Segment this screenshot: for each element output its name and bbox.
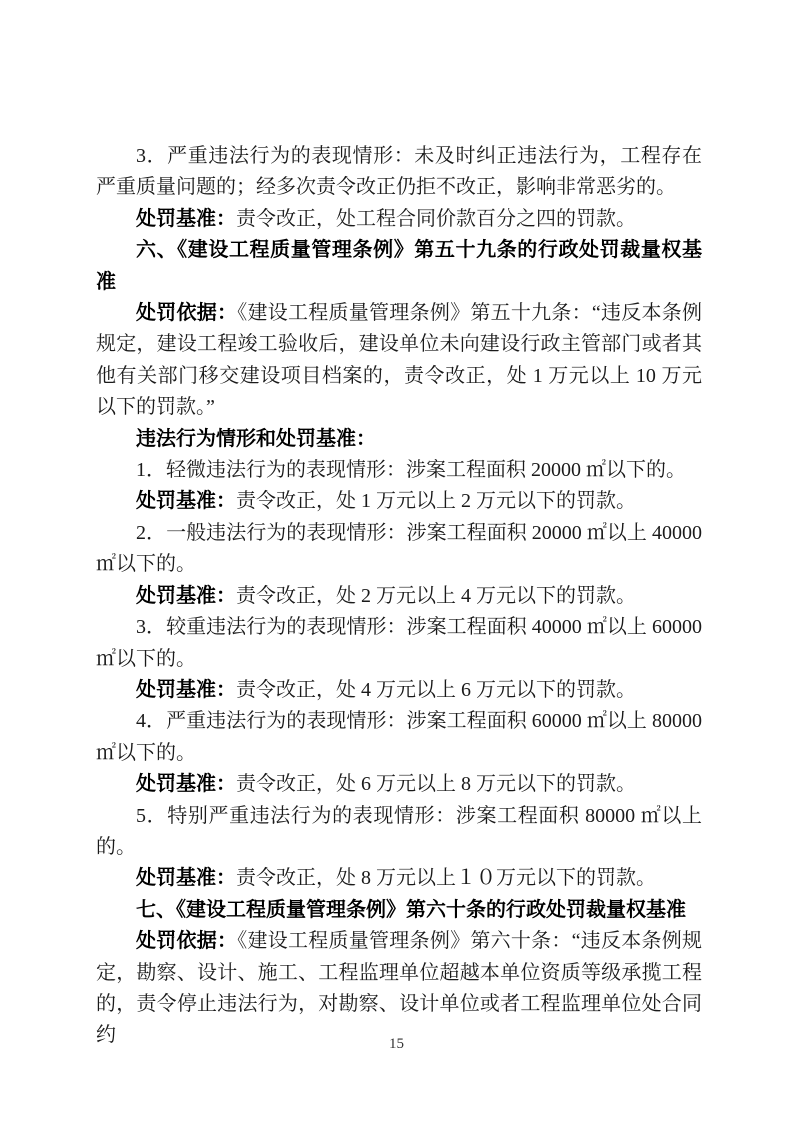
paragraph-text: 六、《建设工程质量管理条例》第五十九条的行政处罚裁量权基准 (96, 239, 702, 293)
paragraph-text: 《建设工程质量管理条例》第六十条：“违反本条例规定，勘察、设计、施工、工程监理单位超越本单位资质等级承揽工程的，责令停止违法行为，对勘察、设计单位或者工程监理单位处合同约 (96, 930, 702, 1047)
section-heading (96, 424, 702, 455)
section-heading (96, 235, 702, 298)
paragraph-text: 责令改正，处 1 万元以上 2 万元以下的罚款。 (236, 490, 636, 513)
paragraph (96, 612, 702, 675)
paragraph (96, 298, 702, 424)
paragraph-text: 4．严重违法行为的表现情形：涉案工程面积 60000 ㎡以上 80000 ㎡以下的。 (96, 710, 702, 764)
section-heading (96, 895, 702, 926)
paragraph-text: 《建设工程质量管理条例》第五十九条：“违反本条例规定，建设工程竣工验收后，建设单位未向建设行政主管部门或者其他有关部门移交建设项目档案的，责令改正，处 1 万元以上 10 万元以下的罚款。” (96, 302, 702, 419)
paragraph (96, 486, 702, 517)
paragraph-text: 责令改正，处 2 万元以上 4 万元以下的罚款。 (236, 584, 636, 607)
paragraph (96, 581, 702, 612)
page-footer (0, 1036, 793, 1053)
paragraph-lead: 处罚基准： (136, 207, 236, 230)
paragraph (96, 675, 702, 706)
paragraph-lead: 处罚依据： (136, 930, 238, 953)
paragraph (96, 141, 702, 204)
paragraph-text: 七、《建设工程质量管理条例》第六十条的行政处罚裁量权基准 (136, 898, 686, 921)
paragraph-text: 责令改正，处 6 万元以上 8 万元以下的罚款。 (236, 773, 636, 796)
paragraph-lead: 处罚基准： (136, 867, 236, 890)
paragraph (96, 518, 702, 581)
paragraph-lead: 处罚基准： (136, 490, 236, 513)
paragraph-text: 责令改正，处工程合同价款百分之四的罚款。 (236, 207, 636, 230)
paragraph-text: 责令改正，处 8 万元以上１０万元以下的罚款。 (236, 867, 656, 890)
paragraph-text: 2．一般违法行为的表现情形：涉案工程面积 20000 ㎡以上 40000 ㎡以下的。 (96, 521, 702, 576)
paragraph (96, 455, 702, 486)
paragraph-text: 1．轻微违法行为的表现情形：涉案工程面积 20000 ㎡以下的。 (136, 459, 686, 482)
paragraph (96, 801, 702, 864)
paragraph-lead: 处罚基准： (136, 584, 236, 607)
paragraph-text: 3．严重违法行为的表现情形：未及时纠正违法行为，工程存在严重质量问题的；经多次责令改正仍拒不改正，影响非常恶劣的。 (96, 145, 702, 199)
paragraph-text: 违法行为情形和处罚基准： (136, 427, 376, 450)
paragraph (96, 706, 702, 769)
paragraph (96, 769, 702, 800)
paragraph-lead: 处罚基准： (136, 678, 236, 701)
paragraph-text: 3．较重违法行为的表现情形：涉案工程面积 40000 ㎡以上 60000 ㎡以下的。 (96, 616, 702, 670)
paragraph (96, 204, 702, 235)
paragraph (96, 926, 702, 1052)
page-number: 15 (389, 1036, 404, 1052)
paragraph-text: 责令改正，处 4 万元以上 6 万元以下的罚款。 (236, 678, 636, 701)
paragraph (96, 863, 702, 894)
document-body (96, 141, 702, 1052)
paragraph-lead: 处罚依据： (136, 302, 238, 325)
paragraph-lead: 处罚基准： (136, 773, 236, 796)
paragraph-text: 5．特别严重违法行为的表现情形：涉案工程面积 80000 ㎡以上的。 (96, 804, 702, 858)
